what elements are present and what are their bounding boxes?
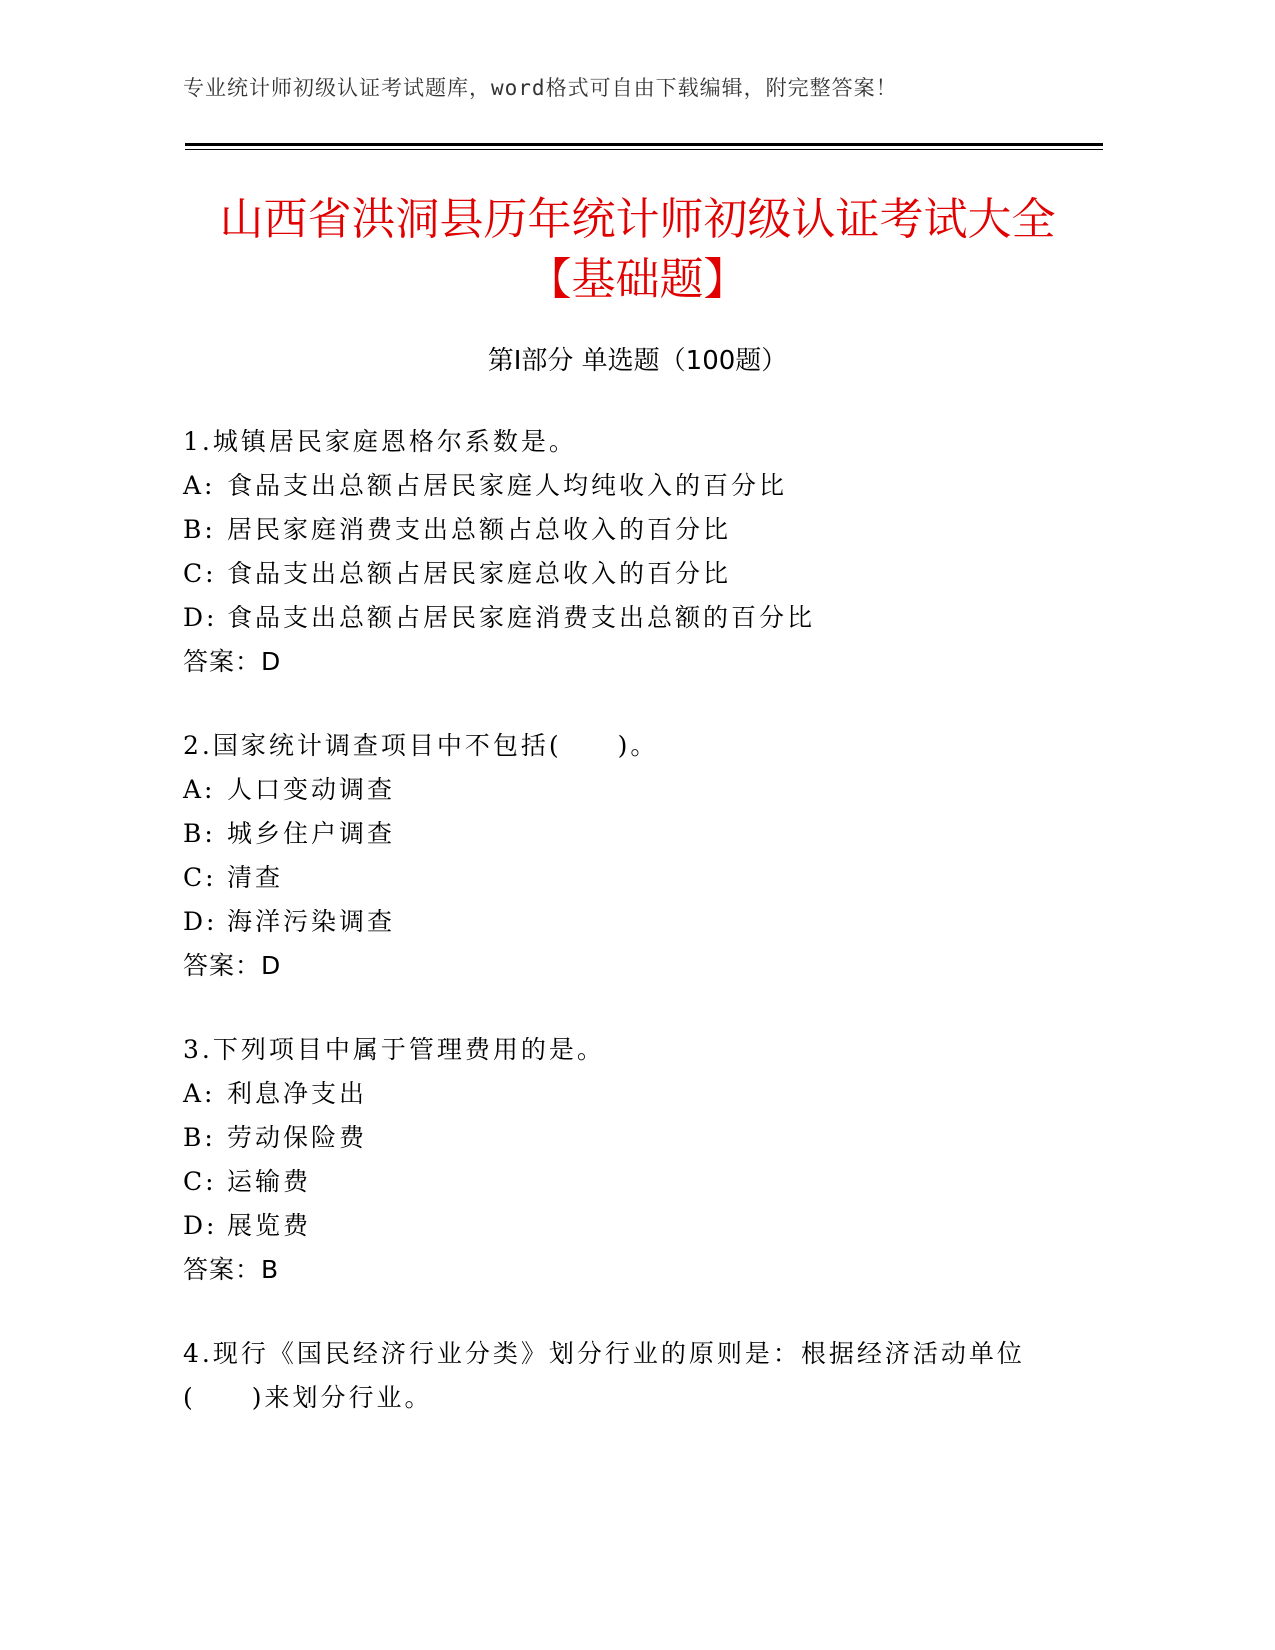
option-text: 食品支出总额占居民家庭总收入的百分比	[227, 559, 732, 588]
option-text: 清查	[227, 863, 284, 892]
question-stem: 3.下列项目中属于管理费用的是。	[183, 1035, 605, 1064]
option-b	[183, 508, 1063, 552]
option-letter: B:	[183, 819, 216, 848]
question-stem: 4.现行《国民经济行业分类》划分行业的原则是：根据经济活动单位( )来划分行业。	[183, 1339, 1025, 1412]
option-letter: D:	[183, 1211, 218, 1240]
option-letter: C:	[183, 863, 217, 892]
option-letter: D:	[183, 603, 218, 632]
option-text: 劳动保险费	[227, 1123, 368, 1152]
option-letter: A:	[183, 471, 216, 500]
document-title-line-2: 【基础题】	[527, 254, 748, 305]
option-b	[183, 1116, 1063, 1160]
document-title	[140, 190, 1135, 310]
option-d	[183, 1204, 1063, 1248]
question-stem: 1.城镇居民家庭恩格尔系数是。	[183, 427, 577, 456]
option-text: 运输费	[227, 1167, 312, 1196]
question-3	[183, 1028, 1063, 1292]
option-text: 食品支出总额占居民家庭消费支出总额的百分比	[227, 603, 816, 632]
option-text: 展览费	[227, 1211, 312, 1240]
option-a	[183, 1072, 1063, 1116]
question-2	[183, 724, 1063, 988]
option-d	[183, 900, 1063, 944]
option-letter: A:	[183, 1079, 216, 1108]
option-text: 城乡住户调查	[227, 819, 396, 848]
question-list	[183, 420, 1063, 1460]
header-rule-thin	[185, 149, 1103, 150]
option-text: 利息净支出	[227, 1079, 368, 1108]
option-c	[183, 552, 1063, 596]
option-b	[183, 812, 1063, 856]
document-title-line-1: 山西省洪洞县历年统计师初级认证考试大全	[219, 194, 1056, 245]
section-heading: 第Ⅰ部分 单选题（100题）	[487, 346, 788, 376]
question-1	[183, 420, 1063, 684]
answer: 答案：B	[183, 1255, 280, 1284]
option-letter: D:	[183, 907, 218, 936]
option-d	[183, 596, 1063, 640]
option-text: 人口变动调查	[227, 775, 396, 804]
option-text: 海洋污染调查	[227, 907, 396, 936]
page-header: 专业统计师初级认证考试题库，word格式可自由下载编辑，附完整答案！	[183, 76, 898, 100]
option-letter: A:	[183, 775, 216, 804]
option-letter: C:	[183, 559, 217, 588]
question-stem: 2.国家统计调查项目中不包括( )。	[183, 731, 659, 760]
option-letter: B:	[183, 1123, 216, 1152]
question-4	[183, 1332, 1063, 1420]
header-rule-thick	[185, 143, 1103, 146]
option-a	[183, 464, 1063, 508]
answer: 答案：D	[183, 647, 282, 676]
option-c	[183, 856, 1063, 900]
answer: 答案：D	[183, 951, 282, 980]
option-text: 食品支出总额占居民家庭人均纯收入的百分比	[227, 471, 788, 500]
option-letter: C:	[183, 1167, 217, 1196]
option-letter: B:	[183, 515, 216, 544]
option-text: 居民家庭消费支出总额占总收入的百分比	[227, 515, 732, 544]
option-c	[183, 1160, 1063, 1204]
option-a	[183, 768, 1063, 812]
